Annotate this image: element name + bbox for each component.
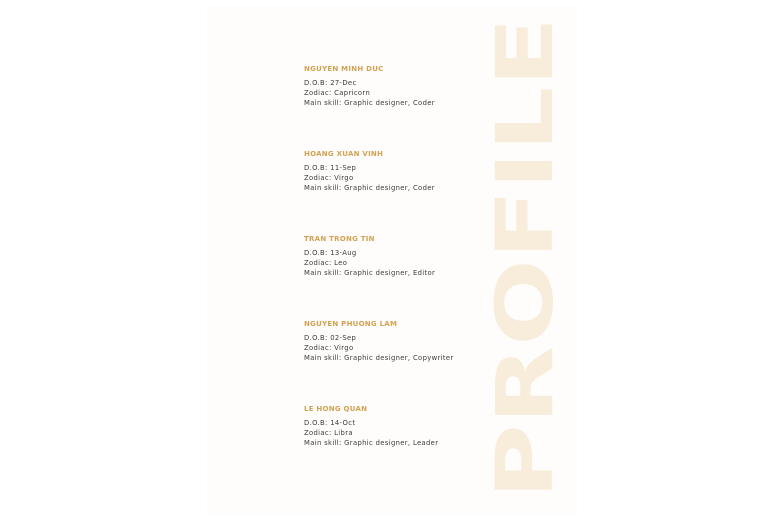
- member-card: [304, 234, 504, 278]
- member-dob: D.O.B: 02-Sep: [304, 334, 357, 342]
- member-skill: Main skill: Graphic designer, Copywriter: [304, 354, 454, 362]
- member-name: NGUYEN MINH DUC: [304, 65, 384, 73]
- member-dob: D.O.B: 14-Oct: [304, 419, 356, 427]
- member-zodiac: Zodiac: Leo: [304, 259, 348, 267]
- member-skill: Main skill: Graphic designer, Coder: [304, 184, 435, 192]
- member-zodiac: Zodiac: Libra: [304, 429, 353, 437]
- profile-watermark: [481, 17, 571, 499]
- profile-watermark-text: PROFILE: [481, 130, 571, 499]
- member-name: HOANG XUAN VINH: [304, 150, 384, 158]
- member-zodiac: Zodiac: Virgo: [304, 174, 354, 182]
- member-name: NGUYEN PHUONG LAM: [304, 320, 398, 328]
- member-card: [304, 64, 504, 108]
- member-zodiac: Zodiac: Capricorn: [304, 89, 371, 97]
- member-name: LE HONG QUAN: [304, 405, 368, 413]
- member-dob: D.O.B: 27-Dec: [304, 79, 357, 87]
- member-zodiac: Zodiac: Virgo: [304, 344, 354, 352]
- member-card: [304, 319, 504, 363]
- member-dob: D.O.B: 11-Sep: [304, 164, 357, 172]
- member-dob: D.O.B: 13-Aug: [304, 249, 357, 257]
- member-skill: Main skill: Graphic designer, Coder: [304, 99, 435, 107]
- member-skill: Main skill: Graphic designer, Editor: [304, 269, 436, 277]
- member-name: TRAN TRONG TIN: [304, 235, 375, 243]
- profile-watermark-svg: [481, 17, 571, 499]
- member-card: [304, 149, 504, 193]
- member-card: [304, 404, 504, 448]
- member-skill: Main skill: Graphic designer, Leader: [304, 439, 439, 447]
